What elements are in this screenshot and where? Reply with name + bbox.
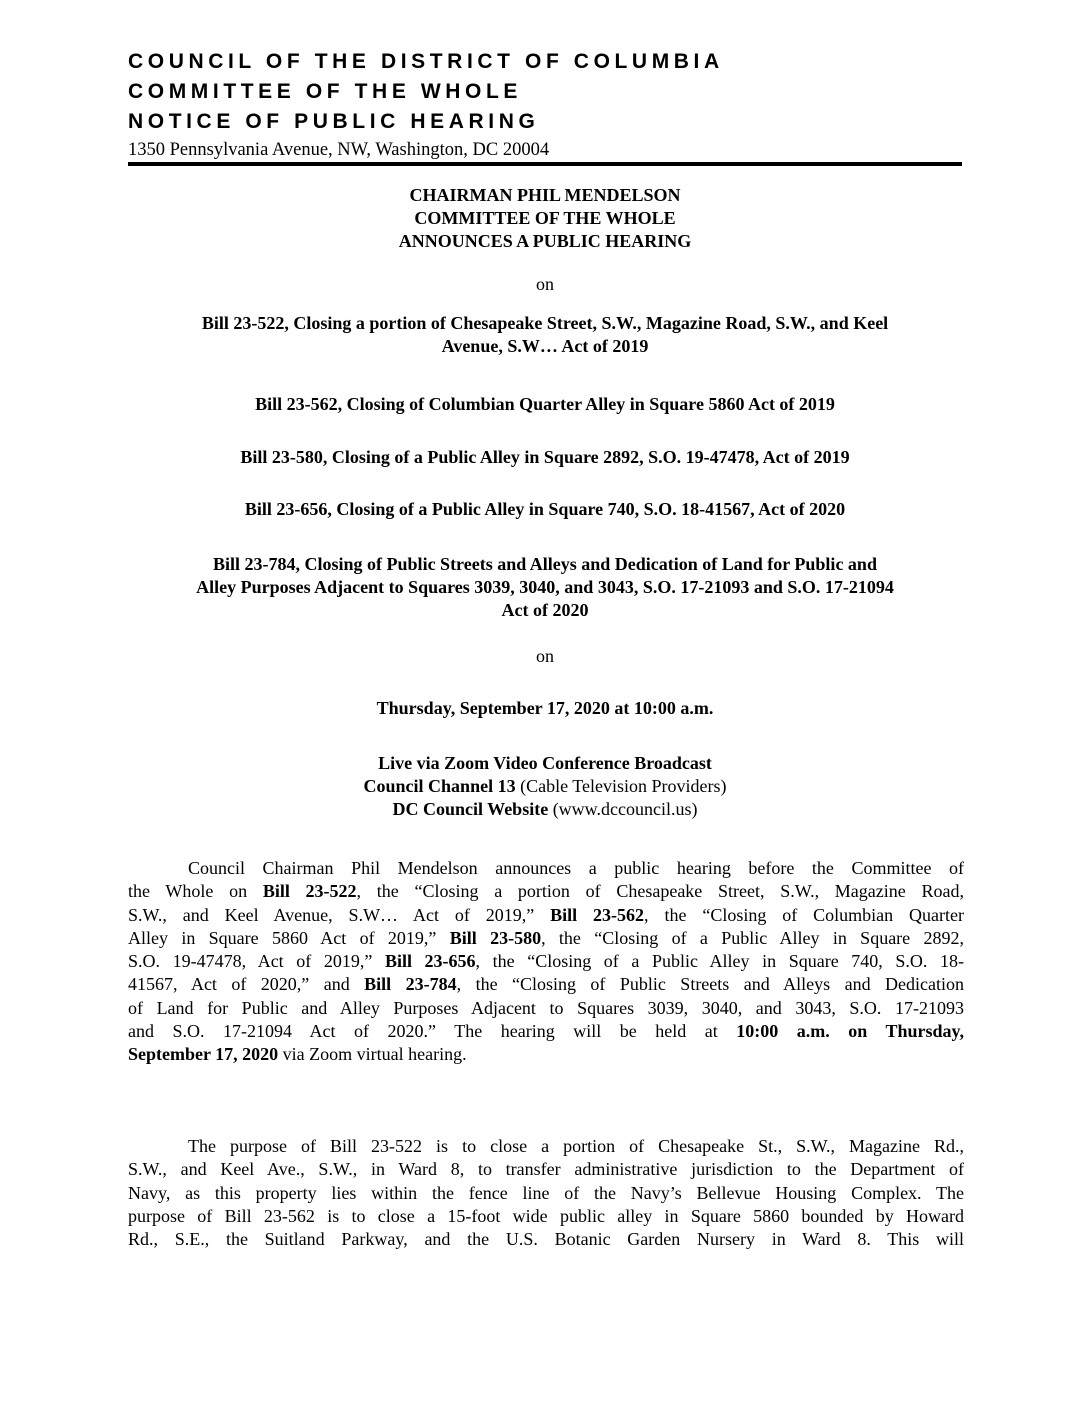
broadcast-line: Live via Zoom Video Conference Broadcast (378, 753, 712, 773)
channel-line (128, 775, 962, 798)
bill-ref: Bill 23-784 (364, 974, 457, 995)
notice-title: NOTICE OF PUBLIC HEARING (128, 110, 540, 133)
paragraph-line (128, 904, 964, 927)
bill-23-784-line-3: Act of 2020 (501, 600, 589, 620)
paragraph-line (128, 1020, 964, 1043)
text-run: S.W., and Keel Avenue, S.W… Act of 2019,” (128, 904, 551, 925)
hearing-date-ref: September 17, 2020 (128, 1044, 279, 1065)
announcement-line-1: CHAIRMAN PHIL MENDELSON (409, 185, 681, 205)
bill-ref: Bill 23-522 (262, 881, 357, 902)
text-run: Alley in Square 5860 Act of 2019,” (128, 927, 450, 948)
text-run: 41567, Act of 2020,” and (128, 974, 365, 995)
website-detail: (www.dccouncil.us) (548, 799, 698, 819)
address: 1350 Pennsylvania Avenue, NW, Washington, DC 20004 (128, 140, 550, 160)
bill-23-656: Bill 23-656, Closing of a Public Alley in Square 740, S.O. 18-41567, Act of 2020 (244, 499, 846, 519)
paragraph-line (128, 880, 964, 903)
paragraph-purpose (128, 1135, 964, 1251)
text-run: , the “Closing of a Public Alley in Square 740, S.O. 18- (475, 951, 964, 972)
text-run: , the “Closing of Public Streets and Alleys and Dedication (456, 974, 965, 995)
hearing-date-time: Thursday, September 17, 2020 at 10:00 a.m. (376, 698, 714, 718)
bill-ref: Bill 23-562 (550, 904, 645, 925)
header-divider (128, 162, 962, 166)
committee-name: COMMITTEE OF THE WHOLE (128, 80, 523, 103)
paragraph-line (128, 950, 964, 973)
paragraph-line: Navy, as this property lies within the fence line of the Navy’s Bellevue Housing Complex. The (128, 1182, 964, 1203)
paragraph-line (128, 1043, 964, 1066)
bill-23-562: Bill 23-562, Closing of Columbian Quarter Alley in Square 5860 Act of 2019 (255, 394, 835, 414)
bill-ref: Bill 23-656 (384, 951, 476, 972)
bill-23-522-line-2: Avenue, S.W… Act of 2019 (441, 336, 649, 356)
text-run: via Zoom virtual hearing. (278, 1044, 467, 1065)
announcement-block (128, 184, 962, 253)
website-label: DC Council Website (392, 799, 549, 819)
text-run: S.O. 19-47478, Act of 2019,” (128, 951, 385, 972)
paragraph-line (128, 927, 964, 950)
hearing-time-ref: 10:00 a.m. on Thursday, (736, 1021, 965, 1042)
paragraph-line: The purpose of Bill 23-522 is to close a portion of Chesapeake St., S.W., Magazine Rd., (188, 1136, 964, 1156)
bill-23-580: Bill 23-580, Closing of a Public Alley in Square 2892, S.O. 19-47478, Act of 2019 (240, 447, 850, 467)
announcement-line-3: ANNOUNCES A PUBLIC HEARING (398, 231, 692, 251)
on-separator-2: on (536, 646, 554, 666)
text-run: , the “Closing a portion of Chesapeake Street, S.W., Magazine Road, (356, 881, 964, 902)
paragraph-line: Council Chairman Phil Mendelson announces a public hearing before the Committee of (188, 858, 964, 878)
org-name: COUNCIL OF THE DISTRICT OF COLUMBIA (128, 50, 724, 73)
paragraph-line (128, 973, 964, 996)
website-line (128, 798, 962, 821)
paragraph-line: S.W., and Keel Ave., S.W., in Ward 8, to transfer administrative jurisdiction to the Department of (128, 1159, 964, 1180)
text-run: and S.O. 17-21094 Act of 2020.” The hearing will be held at (128, 1021, 737, 1042)
bill-23-784 (128, 553, 962, 622)
broadcast-block (128, 752, 962, 821)
paragraph-announcement (128, 857, 964, 1067)
bill-23-784-line-1: Bill 23-784, Closing of Public Streets and Alleys and Dedication of Land for Public and (213, 554, 877, 574)
text-run: the Whole on (128, 881, 263, 902)
on-separator-1: on (536, 274, 554, 294)
bill-ref: Bill 23-580 (449, 927, 542, 948)
paragraph-line: purpose of Bill 23-562 is to close a 15-foot wide public alley in Square 5860 bounded by Howard (128, 1205, 964, 1226)
text-run: , the “Closing of a Public Alley in Square 2892, (541, 927, 964, 948)
channel-label: Council Channel 13 (363, 776, 516, 796)
paragraph-line: Rd., S.E., the Suitland Parkway, and the U.S. Botanic Garden Nursery in Ward 8. This will (128, 1229, 964, 1250)
text-run: , the “Closing of Columbian Quarter (644, 904, 964, 925)
bill-23-522-line-1: Bill 23-522, Closing a portion of Chesapeake Street, S.W., Magazine Road, S.W., and Keel (201, 313, 889, 333)
announcement-line-2: COMMITTEE OF THE WHOLE (414, 208, 676, 228)
bill-23-522 (128, 312, 962, 358)
bill-23-784-line-2: Alley Purposes Adjacent to Squares 3039, 3040, and 3043, S.O. 17-21093 and S.O. 17-21094 (196, 577, 894, 597)
paragraph-line: of Land for Public and Alley Purposes Adjacent to Squares 3039, 3040, and 3043, S.O. 17-21093 (128, 997, 964, 1018)
channel-detail: (Cable Television Providers) (515, 776, 727, 796)
